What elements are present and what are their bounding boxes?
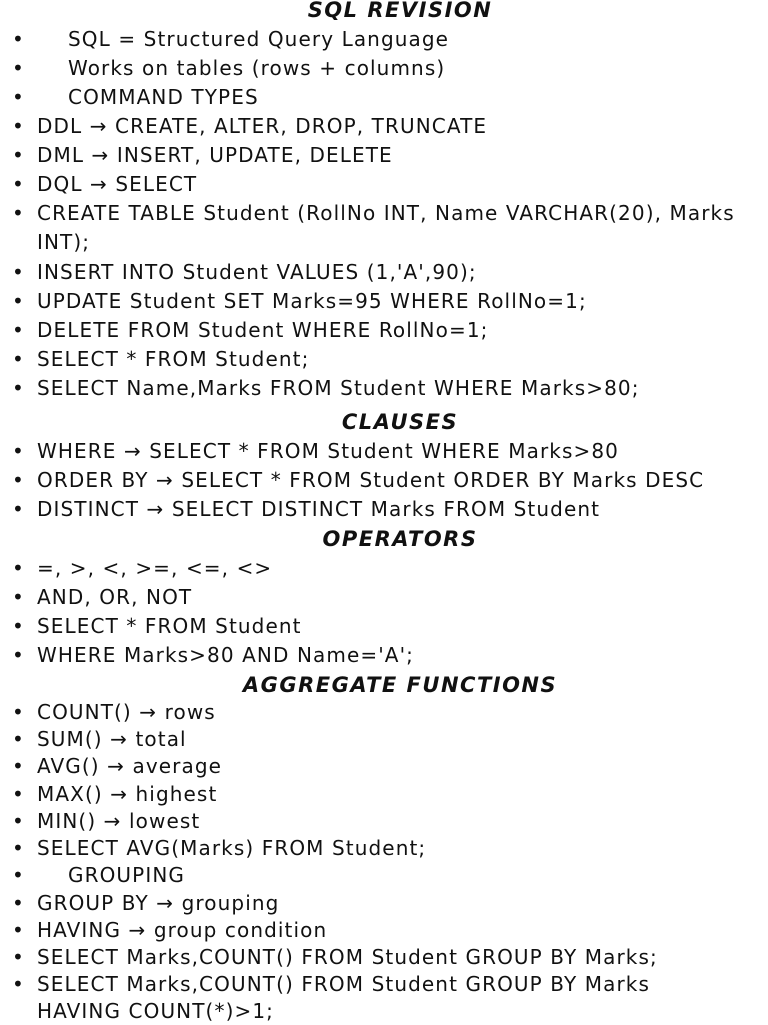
section-heading-operators: OPERATORS — [322, 527, 478, 551]
page-title: SQL REVISION — [307, 0, 493, 22]
revision-sheet: SQL REVISION • SQL = Structured Query Language • Works on tables (rows + columns) • COMMAND TYPES • DDL → CREATE, ALTER, DROP, TRUNCATE • DML → INSERT, UPDATE, DELETE • DQL → SELECT • CREATE TABLE Student (RollNo INT, Name VARCHAR(20), Marks INT); • INSERT INTO Student VALUES (1,'A',90); • UPDATE Student SET Marks=95 WHERE RollNo=1; • DELETE FROM Student WHERE RollNo=1; • SELECT * FROM Student; • SELECT Name,Marks FROM Student WHERE Marks>80; CLAUSES • WHERE → SELECT * FROM Student WHERE Marks>80 • ORDER BY → SELECT * FROM Student ORDER BY Marks DESC • DISTINCT → SELECT DISTINCT Marks FROM Student OPERATORS • =, >, <, >=, <=, <> • AND, OR, NOT • SELECT * FROM Student • WHERE Marks>80 AND Name='A'; AGGREGATE FUNCTIONS • COUNT() → rows • SUM() → total • AVG() → average • MAX() → highest • MIN() → lowest • SELECT AVG(Marks) FROM Student; • GROUPING • GROUP BY → grouping • HAVING → group condition • SELECT Marks,COUNT() FROM Student GROUP BY Marks; • SELECT Marks,COUNT() FROM Student GROUP BY Marks HAVING COUNT(*)>1; — [0, 0, 768, 1024]
section-heading-aggregate: AGGREGATE FUNCTIONS — [242, 673, 558, 697]
section-heading-clauses: CLAUSES — [341, 410, 459, 434]
